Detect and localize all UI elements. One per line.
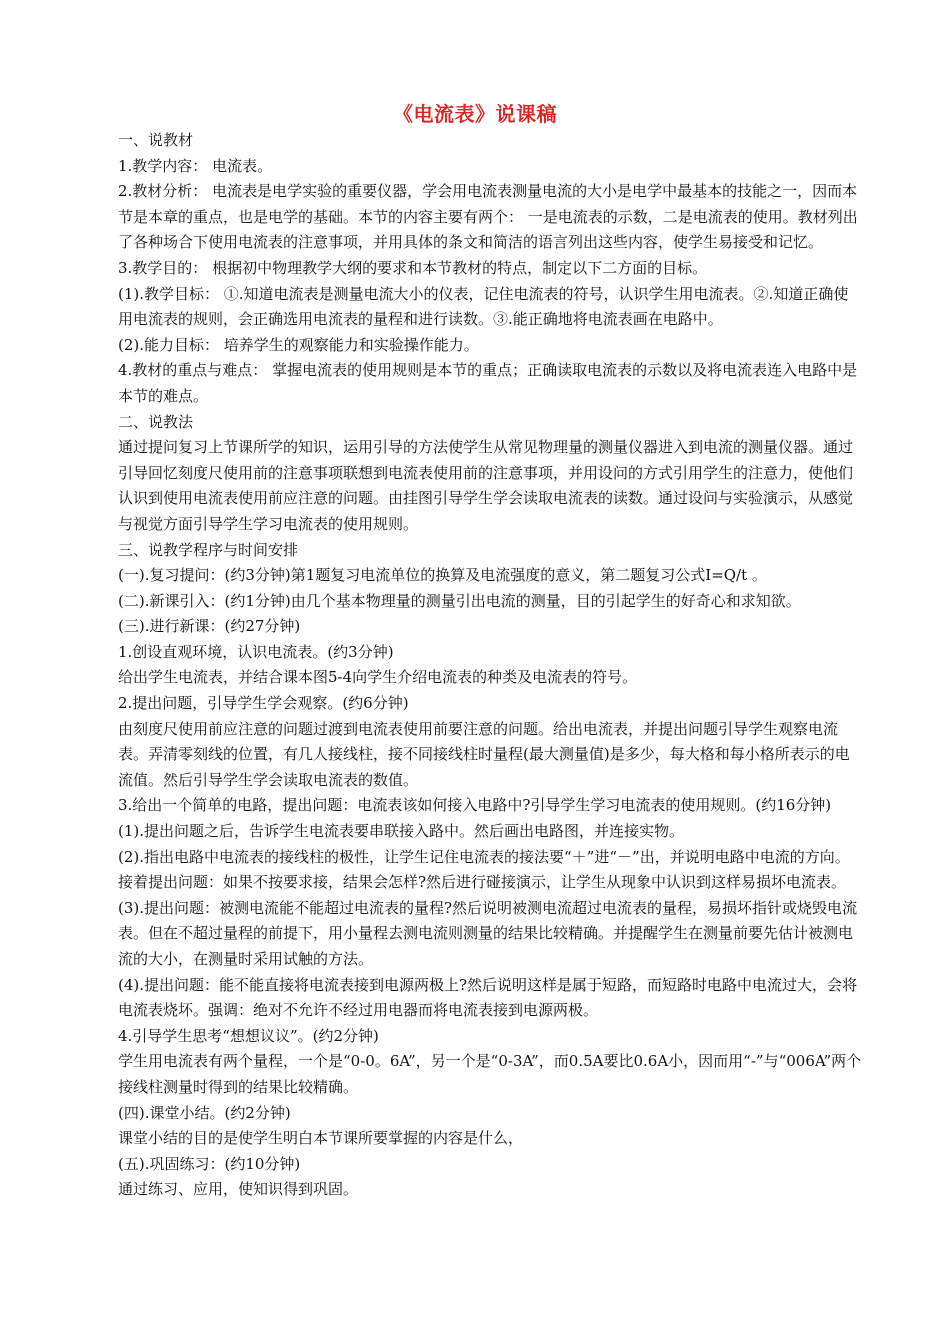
paragraph-step-3: 3.给出一个简单的电路，提出问题：电流表该如何接入电路中?引导学生学习电流表的使用规则。(约16分钟) [118, 796, 832, 815]
paragraph-practice-detail: 通过练习、应用，使知识得到巩固。 [118, 1180, 359, 1199]
paragraph-step-4: 4.引导学生思考“想想议议”。(约2分钟) [118, 1026, 379, 1045]
paragraph-step-1-detail: 给出学生电流表，并结合课本图5-4向学生介绍电流表的种类及电流表的符号。 [118, 668, 638, 687]
heading-section-2: 二、说教法 [118, 412, 194, 431]
paragraph-summary-detail: 课堂小结的目的是使学生明白本节课所要掌握的内容是什么， [118, 1129, 524, 1148]
paragraph-review-questions: (一).复习提问：(约3分钟)第1题复习电流单位的换算及电流强度的意义，第二题复习公式I=Q/t 。 [118, 566, 767, 585]
paragraph-teaching-method: 通过提问复习上节课所学的知识，运用引导的方法使学生从常见物理量的测量仪器进入到电流的测量仪器。通过引导回忆刻度尺使用前的注意事项联想到电流表使用前的注意事项，并用设问的方式引用学生的注意力，使他们认识到使用电流表使用前应注意的问题。由挂图引导学生学会读取电流表的读数。通过设问与实验演示，从感觉与视觉方面引导学生学习电流表的使用规则。 [118, 438, 854, 533]
paragraph-new-lesson: (三).进行新课：(约27分钟) [118, 617, 301, 636]
paragraph-key-points: 4.教材的重点与难点： 掌握电流表的使用规则是本节的重点；正确读取电流表的示数以及将电流表连入电路中是本节的难点。 [118, 361, 858, 405]
paragraph-step-3-4: (4).提出问题：能不能直接将电流表接到电源两极上?然后说明这样是属于短路，而短路时电路中电流过大，会将电流表烧坏。强调：绝对不允许不经过用电器而将电流表接到电源两极。 [118, 975, 858, 1020]
paragraph-ability-goals: (2).能力目标： 培养学生的观察能力和实验操作能力。 [118, 335, 479, 354]
document-title: 《电流表》说课稿 [393, 102, 557, 126]
paragraph-introduction: (二).新课引入：(约1分钟)由几个基本物理量的测量引出电流的测量，目的引起学生的好奇心和求知欲。 [118, 591, 801, 610]
paragraph-step-2: 2.提出问题，引导学生学会观察。(约6分钟) [118, 694, 409, 713]
paragraph-step-3-3: (3).提出问题：被测电流能不能超过电流表的量程?然后说明被测电流超过电流表的量程，易损坏指针或烧毁电流表。但在不超过量程的前提下，用小量程去测电流则测量的结果比较精确。并提醒学生在测量前要先估计被测电流的大小，在测量时采用试触的方法。 [118, 898, 858, 968]
paragraph-step-3-1: (1).提出问题之后，告诉学生电流表要串联接入路中。然后画出电路图，并连接实物。 [118, 822, 685, 841]
paragraph-step-3-2: (2).指出电路中电流表的接线柱的极性，让学生记住电流表的接法要“＋”进“－”出，并说明电路中电流的方向。接着提出问题：如果不按要求接，结果会怎样?然后进行碰接演示，让学生从现象中认识到这样易损坏电流表。 [118, 847, 850, 892]
heading-section-3: 三、说教学程序与时间安排 [118, 540, 299, 559]
paragraph-practice: (五).巩固练习：(约10分钟) [118, 1154, 301, 1173]
heading-section-1: 一、说教材 [118, 131, 194, 149]
paragraph-summary: (四).课堂小结。(约2分钟) [118, 1103, 291, 1122]
paragraph-teaching-content: 1.教学内容： 电流表。 [118, 156, 273, 175]
paragraph-teaching-purpose: 3.教学目的： 根据初中物理教学大纲的要求和本节教材的特点，制定以下二方面的目标。 [118, 258, 708, 277]
paragraph-material-analysis: 2.教材分析： 电流表是电学实验的重要仪器，学会用电流表测量电流的大小是电学中最基本的技能之一，因而本节是本章的重点，也是电学的基础。本节的内容主要有两个： 一是电流表的示数，二是电流表的使用。教材列出了各种场合下使用电流表的注意事项，并用具体的条文和简洁的语言列出这些内容，使学生易接受和记忆。 [118, 182, 858, 252]
paragraph-teaching-goals: (1).教学目标： ①.知道电流表是测量电流大小的仪表，记住电流表的符号，认识学生用电流表。②.知道正确使用电流表的规则，会正确选用电流表的量程和进行读数。③.能正确地将电流表画在电路中。 [118, 284, 849, 329]
document-body [118, 128, 863, 1203]
paragraph-step-4-detail: 学生用电流表有两个量程，一个是“0-0。6A”，另一个是“0-3A”，而0.5A要比0.6A小，因而用“-”与“006A”两个接线柱测量时得到的结果比较精确。 [118, 1052, 862, 1096]
paragraph-step-2-detail: 由刻度尺使用前应注意的问题过渡到电流表使用前要注意的问题。给出电流表，并提出问题引导学生观察电流表。弄清零刻线的位置，有几人接线柱，接不同接线柱时量程(最大测量值)是多少，每大格和每小格所表示的电流值。然后引导学生学会读取电流表的数值。 [118, 719, 850, 789]
paragraph-step-1: 1.创设直观环境，认识电流表。(约3分钟) [118, 642, 394, 661]
